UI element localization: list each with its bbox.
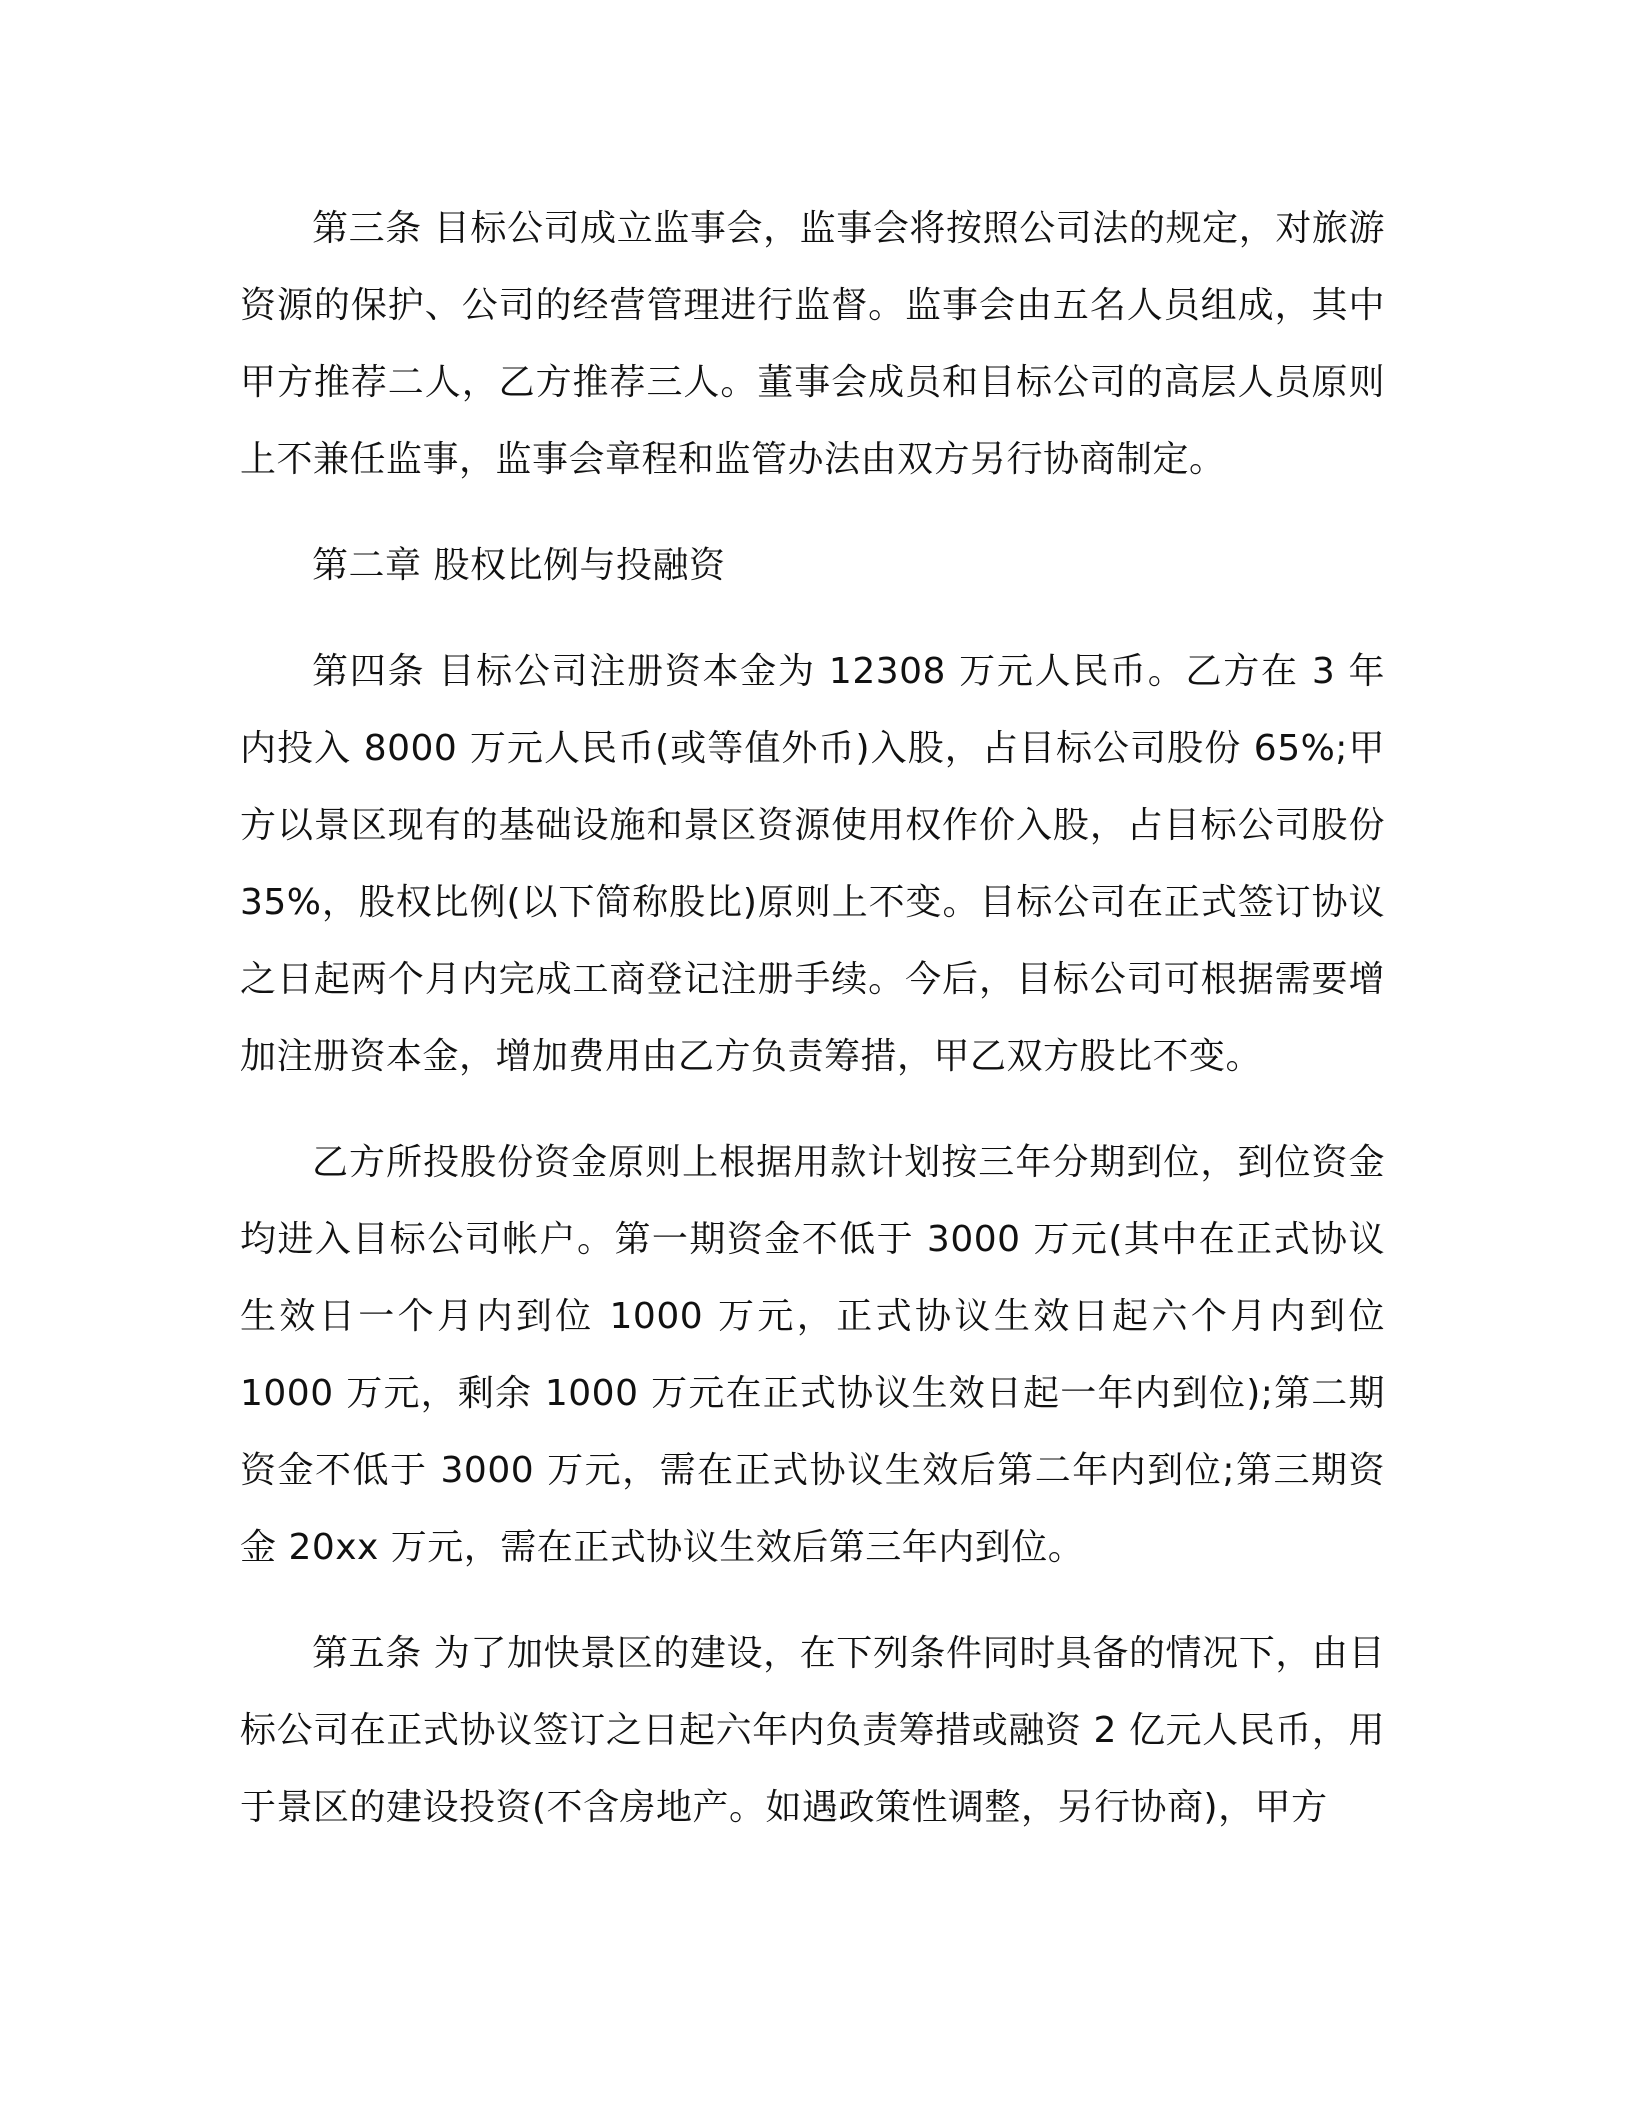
chapter-2-heading: 第二章 股权比例与投融资	[312, 545, 726, 586]
document-body	[240, 190, 1385, 1875]
funding-schedule-paragraph: 乙方所投股份资金原则上根据用款计划按三年分期到位，到位资金均进入目标公司帐户。第一期资金不低于 3000 万元(其中在正式协议生效日一个月内到位 1000 万元，正式协议生效日起六个月内到位 1000 万元，剩余 1000 万元在正式协议生效日起一年内到位);第二期资金不低于 3000 万元，需在正式协议生效后第二年内到位;第三期资金 20xx 万元，需在正式协议生效后第三年内到位。	[240, 1142, 1385, 1568]
article-5-paragraph: 第五条 为了加快景区的建设，在下列条件同时具备的情况下，由目标公司在正式协议签订之日起六年内负责筹措或融资 2 亿元人民币，用于景区的建设投资(不含房地产。如遇政策性调整，另行协商)，甲方	[240, 1633, 1385, 1828]
article-4-paragraph: 第四条 目标公司注册资本金为 12308 万元人民币。乙方在 3 年内投入 8000 万元人民币(或等值外币)入股，占目标公司股份 65%;甲方以景区现有的基础设施和景区资源使用权作价入股，占目标公司股份 35%，股权比例(以下简称股比)原则上不变。目标公司在正式签订协议之日起两个月内完成工商登记注册手续。今后，目标公司可根据需要增加注册资本金，增加费用由乙方负责筹措，甲乙双方股比不变。	[240, 651, 1385, 1077]
article-3-paragraph: 第三条 目标公司成立监事会，监事会将按照公司法的规定，对旅游资源的保护、公司的经营管理进行监督。监事会由五名人员组成，其中甲方推荐二人，乙方推荐三人。董事会成员和目标公司的高层人员原则上不兼任监事，监事会章程和监管办法由双方另行协商制定。	[240, 208, 1385, 480]
